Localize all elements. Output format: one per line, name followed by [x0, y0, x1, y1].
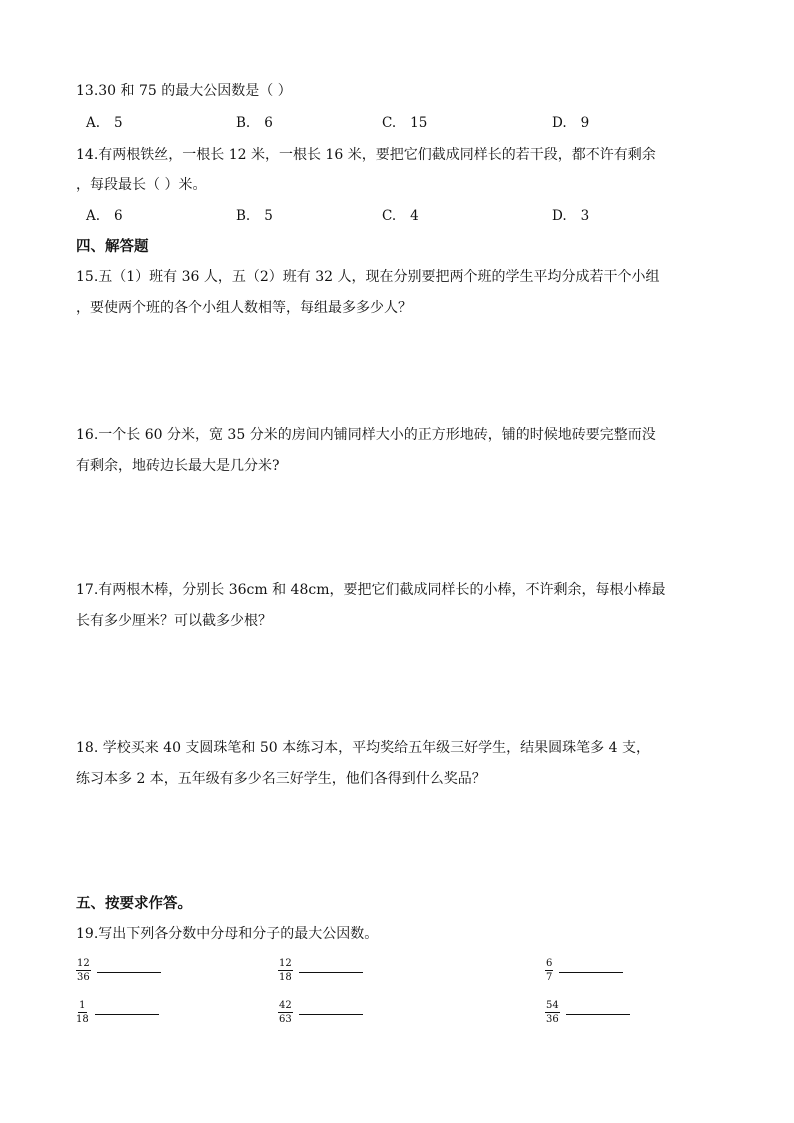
option-value: 3 [580, 208, 590, 224]
fraction-item [545, 1000, 630, 1025]
option-key: D. [552, 208, 567, 224]
option-value: 5 [264, 208, 273, 224]
fraction [278, 958, 293, 983]
fraction-item [76, 1000, 159, 1025]
question-17-line2: 长有多少厘米？可以截多少根？ [76, 613, 272, 629]
q14-option-b[interactable] [236, 207, 273, 225]
question-13-text: 13.30 和 75 的最大公因数是（ ） [76, 83, 292, 99]
q14-option-a[interactable] [86, 207, 123, 225]
answer-blank[interactable] [566, 1013, 630, 1015]
option-value: 6 [264, 115, 273, 131]
denominator: 18 [279, 972, 292, 983]
option-key: B. [236, 208, 251, 224]
option-value: 4 [410, 208, 419, 224]
denominator: 36 [77, 972, 90, 983]
section-5-heading: 五、按要求作答。 [76, 896, 192, 912]
numerator: 54 [546, 1000, 559, 1011]
question-14-line2: ，每段最长（ ）米。 [76, 177, 207, 193]
answer-blank[interactable] [95, 1013, 159, 1015]
question-16-line1: 16.一个长 60 分米，宽 35 分米的房间内铺同样大小的正方形地砖，铺的时候地砖要完整而没 [76, 427, 656, 443]
option-key: C. [382, 208, 397, 224]
question-15-line1: 15.五（1）班有 36 人，五（2）班有 32 人，现在分别要把两个班的学生平均分成若干个小组 [76, 269, 660, 285]
denominator: 36 [546, 1014, 559, 1025]
numerator: 1 [79, 1000, 86, 1011]
q14-option-d[interactable] [552, 207, 589, 225]
fraction [278, 1000, 293, 1025]
section-4-heading: 四、解答题 [76, 239, 149, 255]
question-18-line1: 18. 学校买来 40 支圆珠笔和 50 本练习本，平均奖给五年级三好学生，结果圆珠笔多 4 支， [76, 740, 650, 756]
answer-blank[interactable] [299, 1013, 363, 1015]
numerator: 6 [546, 958, 553, 969]
q13-option-c[interactable] [382, 114, 427, 132]
question-19-text: 19.写出下列各分数中分母和分子的最大公因数。 [76, 926, 379, 942]
option-value: 6 [114, 208, 123, 224]
numerator: 42 [279, 1000, 292, 1011]
answer-blank[interactable] [299, 971, 363, 973]
option-key: C. [382, 115, 397, 131]
option-key: A. [86, 208, 101, 224]
denominator: 7 [546, 972, 553, 983]
q13-option-d[interactable] [552, 114, 589, 132]
answer-blank[interactable] [559, 971, 623, 973]
numerator: 12 [77, 958, 90, 969]
fraction [545, 958, 553, 983]
question-17-line1: 17.有两根木棒，分别长 36cm 和 48cm，要把它们截成同样长的小棒，不许剩余，每根小棒最 [76, 582, 666, 598]
fraction-item [278, 958, 363, 983]
question-18-line2: 练习本多 2 本，五年级有多少名三好学生，他们各得到什么奖品？ [76, 771, 486, 787]
numerator: 12 [279, 958, 292, 969]
fraction-item [278, 1000, 363, 1025]
answer-blank[interactable] [97, 971, 161, 973]
fraction-item [76, 958, 161, 983]
option-value: 15 [410, 115, 428, 131]
question-15-line2: ，要使两个班的各个小组人数相等，每组最多多少人？ [76, 300, 412, 316]
denominator: 63 [279, 1014, 292, 1025]
option-key: B. [236, 115, 251, 131]
option-key: D. [552, 115, 567, 131]
question-14-line1: 14.有两根铁丝，一根长 12 米，一根长 16 米，要把它们截成同样长的若干段，都不许有剩余 [76, 147, 656, 163]
fraction [545, 1000, 560, 1025]
fraction [76, 1000, 89, 1025]
option-value: 9 [580, 115, 590, 131]
fraction [76, 958, 91, 983]
q13-option-a[interactable] [86, 114, 123, 132]
option-value: 5 [114, 115, 123, 131]
denominator: 18 [76, 1014, 89, 1025]
fraction-item [545, 958, 623, 983]
question-16-line2: 有剩余，地砖边长最大是几分米? [76, 458, 280, 474]
q13-option-b[interactable] [236, 114, 273, 132]
option-key: A. [86, 115, 101, 131]
q14-option-c[interactable] [382, 207, 419, 225]
